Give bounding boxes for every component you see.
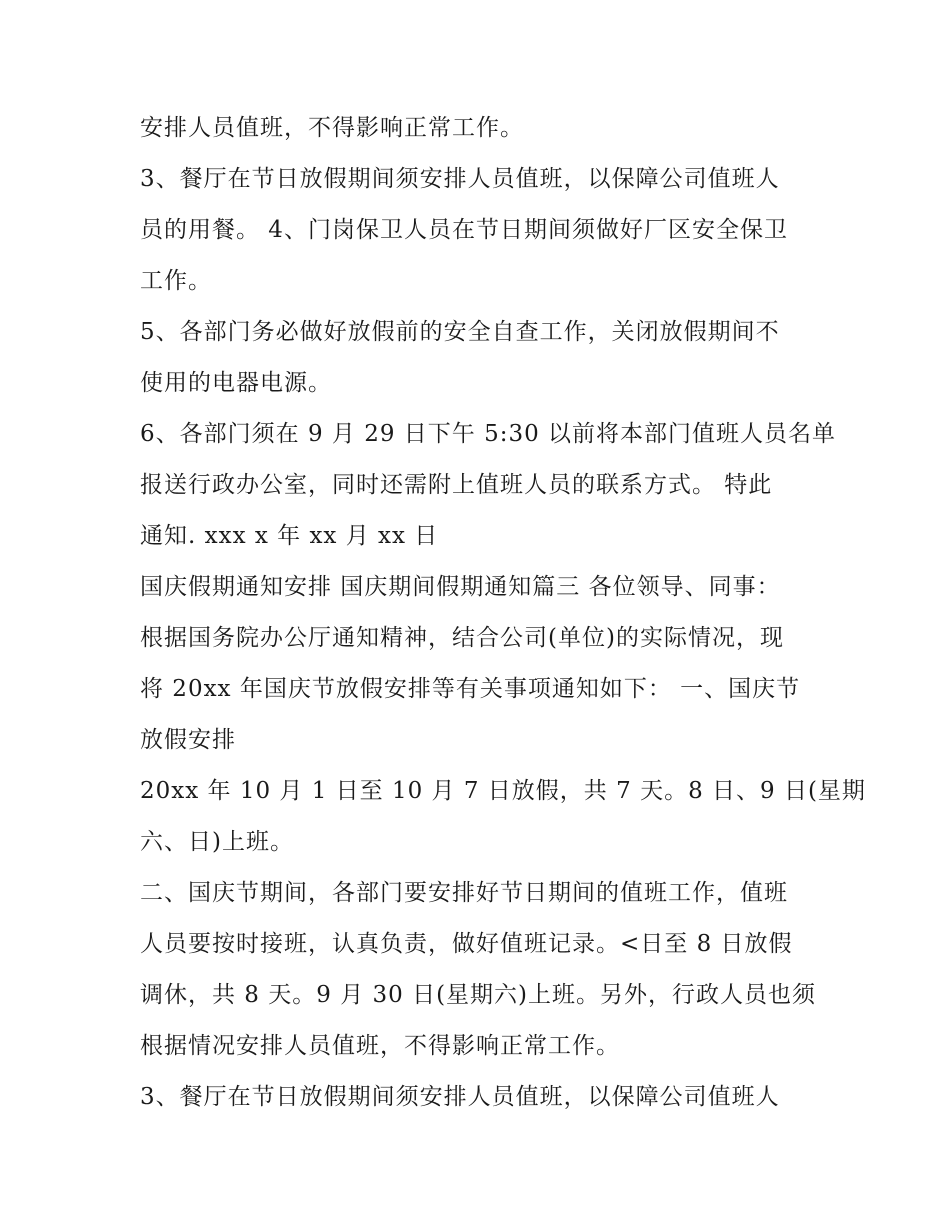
text-line: 6、各部门须在 9 月 29 日下午 5:30 以前将本部门值班人员名单 [140, 421, 837, 447]
text-line: 根据情况安排人员值班，不得影响正常工作。 [140, 1033, 620, 1059]
text-line: 根据国务院办公厅通知精神，结合公司(单位)的实际情况，现 [140, 625, 784, 651]
text-line: 六、日)上班。 [140, 829, 294, 855]
text-line: 员的用餐。 4、门岗保卫人员在节日期间须做好厂区安全保卫 [140, 217, 788, 243]
text-line: 5、各部门务必做好放假前的安全自查工作，关闭放假期间不 [140, 319, 780, 345]
text-line: 工作。 [140, 268, 212, 294]
text-line: 人员要按时接班，认真负责，做好值班记录。<日至 8 日放假 [140, 931, 793, 957]
text-line: 安排人员值班，不得影响正常工作。 [140, 115, 524, 141]
text-line: 放假安排 [140, 727, 236, 753]
text-line: 二、国庆节期间，各部门要安排好节日期间的值班工作，值班 [140, 880, 788, 906]
text-line: 将 20xx 年国庆节放假安排等有关事项通知如下： 一、国庆节 [140, 676, 801, 702]
text-line: 3、餐厅在节日放假期间须安排人员值班，以保障公司值班人 [140, 1084, 780, 1110]
text-line: 调休，共 8 天。9 月 30 日(星期六)上班。另外，行政人员也须 [140, 982, 817, 1008]
text-line: 20xx 年 10 月 1 日至 10 月 7 日放假，共 7 天。8 日、9 日(星期 [140, 778, 866, 804]
text-line: 使用的电器电源。 [140, 370, 332, 396]
text-line: 国庆假期通知安排 国庆期间假期通知篇三 各位领导、同事： [140, 574, 781, 600]
text-line: 通知. xxx x 年 xx 月 xx 日 [140, 523, 439, 549]
text-line: 3、餐厅在节日放假期间须安排人员值班，以保障公司值班人 [140, 166, 780, 192]
text-line: 报送行政办公室，同时还需附上值班人员的联系方式。 特此 [140, 472, 773, 498]
document-body [140, 103, 866, 1123]
